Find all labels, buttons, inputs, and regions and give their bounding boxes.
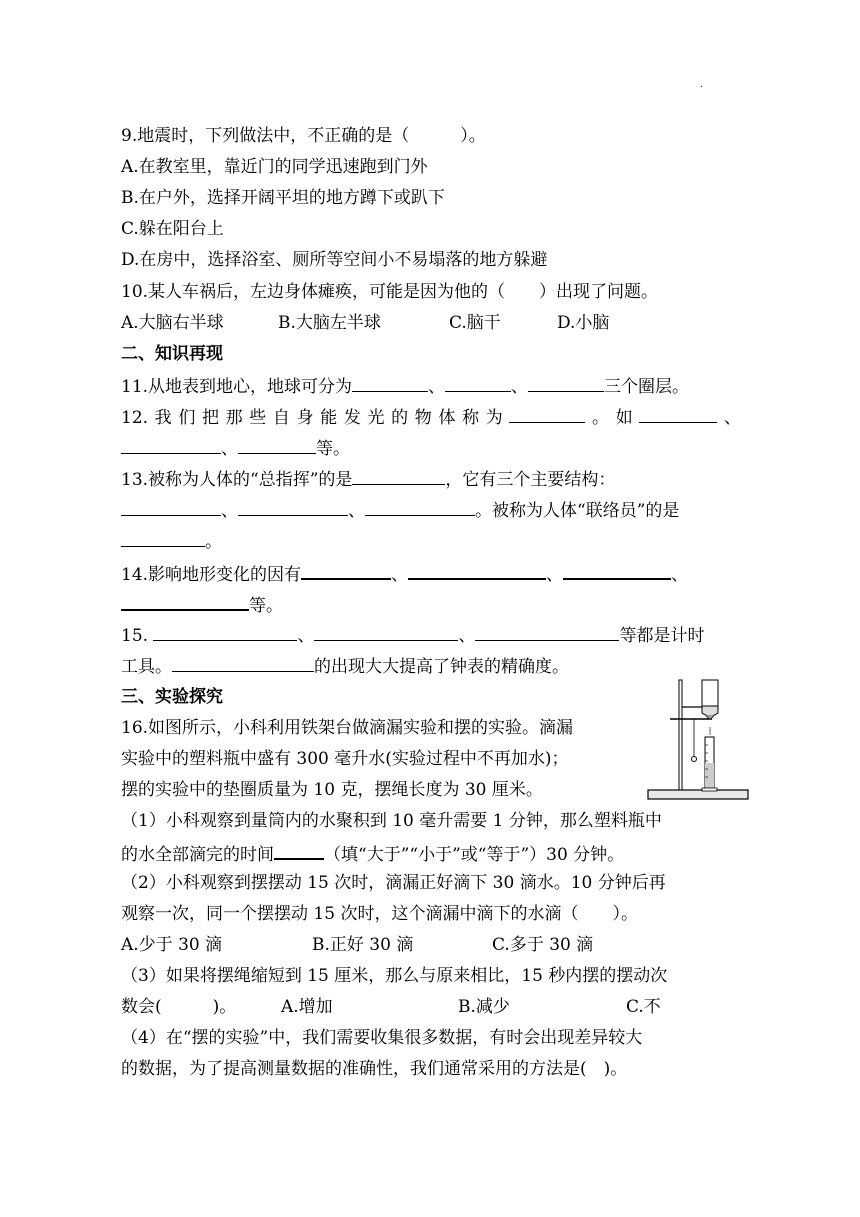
q14-blank-1[interactable] [301, 560, 391, 580]
q15-blank-1[interactable] [153, 622, 297, 641]
q16-part3-line1: （3）如果将摆绳缩短到 15 厘米，那么与原来相比，15 秒内摆的摆动次 [121, 966, 668, 986]
q14-sep-1: 、 [391, 565, 409, 585]
q12-text: 12.我们把那些自身能发光的物体称为 [121, 408, 510, 428]
q12-blank-4[interactable] [238, 435, 316, 454]
q16-part2-option-a: A.少于 30 滴 [121, 935, 223, 955]
q15-blank-2[interactable] [314, 622, 458, 641]
q11-sep-2: 、 [511, 377, 529, 397]
q11-blank-3[interactable] [528, 373, 604, 392]
q11-end: 三个圈层。 [604, 377, 690, 397]
q15-text: 15. [121, 626, 149, 646]
q9-stem: 9.地震时，下列做法中，不正确的是（ ）。 [121, 126, 486, 146]
q13-text: 13.被称为人体的“总指挥”的是 [121, 470, 353, 490]
q13-line2 [121, 497, 741, 523]
q13-blank-3[interactable] [238, 497, 348, 516]
q13-text-2: ，它有三个主要结构： [445, 470, 616, 490]
q11-sep-1: 、 [428, 377, 446, 397]
q12-end: 等。 [316, 439, 350, 459]
q16-part2-line2: 观察一次，同一个摆摆动 15 次时，这个滴漏中滴下的水滴（ ）。 [121, 904, 638, 924]
q12-sep: 、 [717, 408, 742, 428]
q16-part2-option-c: C.多于 30 滴 [492, 935, 594, 955]
q12-line2 [121, 435, 741, 461]
q14-blank-3[interactable] [563, 560, 671, 580]
q11 [121, 373, 741, 399]
q11-blank-1[interactable] [352, 373, 428, 392]
q9-option-c: C.躲在阳台上 [121, 219, 224, 239]
q13-sep-1: 、 [221, 501, 238, 521]
q16-part3-option-a: A.增加 [281, 997, 333, 1017]
q16-part1-blank[interactable] [274, 840, 324, 860]
q15-sep-1: 、 [297, 626, 315, 646]
q13-end: 。 [205, 532, 222, 552]
q9-option-d: D.在房中，选择浴室、厕所等空间小不易塌落的地方躲避 [121, 250, 548, 270]
q12-line1 [121, 404, 741, 430]
q16-stem-line2: 实验中的塑料瓶中盛有 300 毫升水(实验过程中不再加水)； [121, 749, 569, 769]
q16-part2-option-b: B.正好 30 滴 [312, 935, 414, 955]
q12-sep-2: 、 [221, 439, 238, 459]
q16-part1-text: 的水全部滴完的时间 [121, 845, 274, 865]
q16-stem-line1: 16.如图所示，小科利用铁架台做滴漏实验和摆的实验。滴漏 [121, 718, 574, 738]
q13-sep-2: 、 [348, 501, 365, 521]
corner-mark: . [700, 80, 703, 90]
q14-sep-3: 、 [671, 565, 689, 585]
q13-blank-5[interactable] [121, 528, 205, 547]
q15-text-3: 工具。 [121, 657, 172, 677]
q10-option-b: B.大脑左半球 [278, 313, 381, 333]
q16-stem-line3: 摆的实验中的垫圈质量为 10 克，摆绳长度为 30 厘米。 [121, 780, 543, 800]
q10-option-d: D.小脑 [557, 313, 610, 333]
q16-part3-line2 [121, 995, 741, 1019]
q11-text: 11.从地表到地心，地球可分为 [121, 377, 353, 397]
q14-line1 [121, 560, 741, 587]
q16-part4-line1: （4）在“摆的实验”中，我们需要收集很多数据，有时会出现差异较大 [121, 1028, 643, 1048]
q16-part2-line1: （2）小科观察到摆摆动 15 次时，滴漏正好滴下 30 滴水。10 分钟后再 [121, 873, 666, 893]
q9-option-a: A.在教室里，靠近门的同学迅速跑到门外 [121, 157, 428, 177]
q13-blank-4[interactable] [365, 497, 475, 516]
q15-text-2: 等都是计时 [619, 626, 705, 646]
q14-end: 等。 [249, 596, 283, 616]
q10-option-a: A.大脑右半球 [121, 313, 224, 333]
q13-line1 [121, 466, 741, 492]
q13-blank-1[interactable] [352, 466, 445, 485]
q14-blank-2[interactable] [408, 560, 546, 580]
q16-part1-line1: （1）小科观察到量筒内的水聚积到 10 毫升需要 1 分钟，那么塑料瓶中 [121, 811, 662, 831]
q13-blank-2[interactable] [121, 497, 221, 516]
q10-options [121, 311, 741, 335]
q13-text-3: 。被称为人体“联络员”的是 [475, 501, 680, 521]
q12-text-2: 。如 [585, 408, 640, 428]
q14-line2 [121, 591, 741, 618]
section-heading-knowledge: 二、知识再现 [121, 344, 223, 364]
iron-stand-apparatus-figure [640, 675, 750, 805]
q15-sep-2: 、 [458, 626, 476, 646]
q13-line3 [121, 528, 741, 554]
q9-option-b: B.在户外，选择开阔平坦的地方蹲下或趴下 [121, 188, 445, 208]
q16-part3-option-b: B.减少 [458, 997, 510, 1017]
q15-text-4: 的出现大大提高了钟表的精确度。 [314, 657, 569, 677]
q16-part1-line2 [121, 840, 741, 867]
q16-part4-line2: 的数据，为了提高测量数据的准确性，我们通常采用的方法是( )。 [121, 1059, 628, 1079]
q12-blank-1[interactable] [509, 404, 585, 423]
q12-blank-2[interactable] [639, 404, 717, 423]
q16-part3-option-c: C.不 [626, 997, 661, 1017]
q15-blank-3[interactable] [475, 622, 619, 641]
q16-part3-stem: 数会( )。 [121, 997, 237, 1017]
q14-text: 14.影响地形变化的因有 [121, 565, 302, 585]
q11-blank-2[interactable] [445, 373, 511, 392]
q16-part1-text-2: （填“大于”“小于”或“等于”）30 分钟。 [324, 845, 625, 865]
q16-part2-options [121, 933, 741, 957]
q15-blank-4[interactable] [172, 653, 314, 672]
section-heading-experiment: 三、实验探究 [121, 687, 223, 707]
q10-stem: 10.某人车祸后，左边身体瘫痪，可能是因为他的（ ）出现了问题。 [121, 282, 659, 302]
q14-blank-4[interactable] [121, 591, 249, 611]
q10-option-c: C.脑干 [449, 313, 501, 333]
q12-blank-3[interactable] [121, 435, 221, 454]
q14-sep-2: 、 [546, 565, 564, 585]
q15-line1 [121, 622, 741, 648]
